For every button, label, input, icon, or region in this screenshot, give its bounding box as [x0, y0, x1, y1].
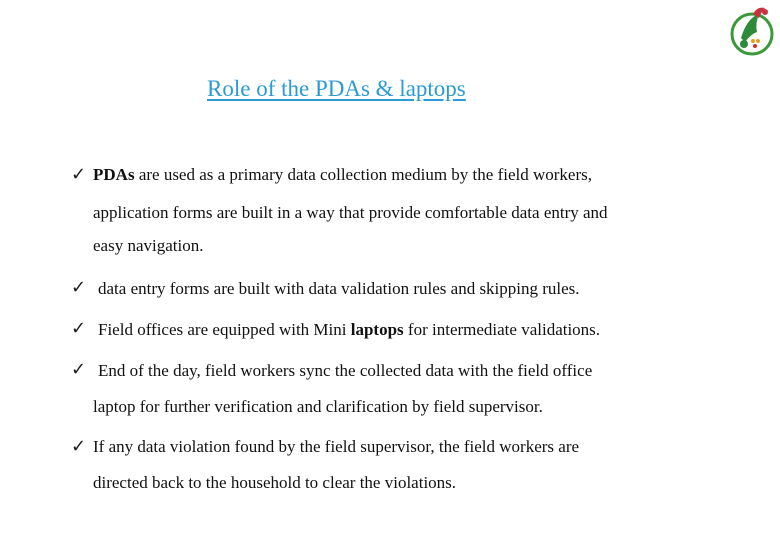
checkmark-icon: ✓: [71, 164, 87, 185]
bullet-line: [98, 271, 580, 306]
bullet-text: are used as a primary data collection medium by the field workers,: [134, 165, 592, 184]
bullet-text: application forms are built in a way that provide comfortable data entry and: [93, 203, 608, 222]
bold-term: laptops: [350, 320, 404, 339]
checkmark-icon: ✓: [71, 436, 87, 457]
bullet-text: data entry forms are built with data validation rules and skipping rules.: [98, 279, 580, 298]
checkmark-icon: ✓: [71, 318, 87, 339]
bullet-text: directed back to the household to clear the violations.: [93, 473, 457, 492]
bullet-text: for intermediate validations.: [403, 320, 601, 339]
bullet-line: [93, 465, 456, 500]
checkmark-icon: ✓: [71, 359, 87, 380]
bullet-line: [93, 195, 608, 230]
bullet-line: [93, 228, 203, 263]
slide-title: Role of the PDAs & laptops: [207, 76, 466, 101]
bullet-line: [93, 429, 579, 464]
bullet-line: [93, 389, 543, 424]
bullet-line: [98, 312, 600, 347]
bullet-line: [93, 157, 592, 192]
bullet-text: End of the day, field workers sync the collected data with the field office: [98, 361, 593, 380]
bullet-line: [98, 353, 592, 388]
bullet-text: If any data violation found by the field supervisor, the field workers are: [93, 437, 580, 456]
bullet-text: laptop for further verification and clarification by field supervisor.: [93, 397, 543, 416]
bullet-text: Field offices are equipped with Mini: [98, 320, 351, 339]
checkmark-icon: ✓: [71, 277, 87, 298]
bold-term: PDAs: [93, 165, 135, 184]
bullet-text: easy navigation.: [93, 236, 204, 255]
